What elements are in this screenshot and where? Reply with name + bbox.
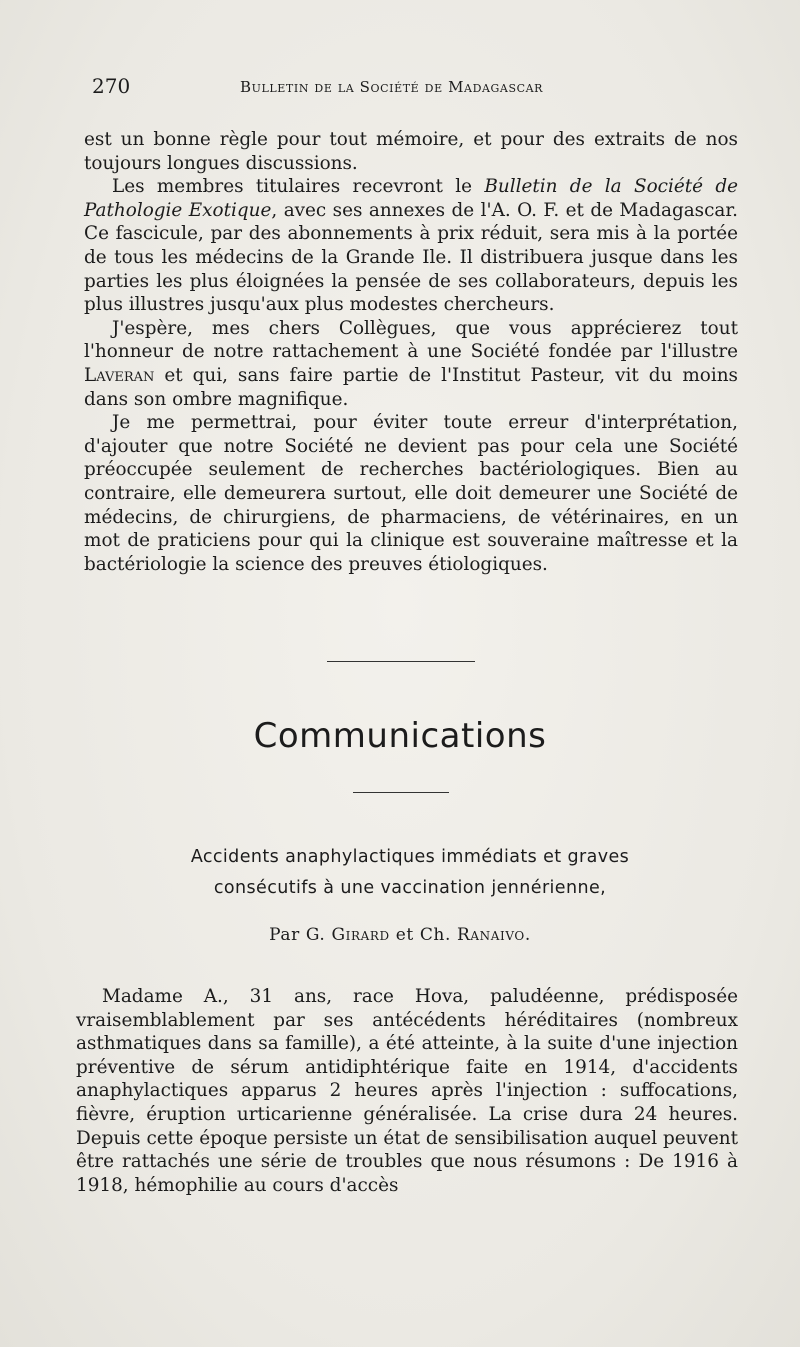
paragraph-3-start: J'espère, mes chers Collègues, que vous apprécierez tout l'honneur de notre rattachement à une Société fondée par l'illustre <box>84 317 738 363</box>
article-title-line-2: consécutifs à une vaccination jennérienne, <box>213 878 607 898</box>
section-divider-bottom <box>353 792 449 793</box>
article-paragraph-1: Madame A., 31 ans, race Hova, paludéenne, prédisposée vraisemblablement par ses antécédents héréditaires (nombreux asthmatiques dans sa famille), a été atteinte, à la suite d'une injection préventive de sérum antidiphtérique faite en 1914, d'accidents anaphylactiques apparus 2 heures après l'injection : suffocations, fièvre, éruption urticarienne généralisée. La crise dura 24 heures. Depuis cette époque persiste un état de sensibilisation auquel peuvent être rattachés une série de troubles que nous résumons : De 1916 à 1918, hémophilie au cours d'accès <box>76 986 738 1196</box>
article-byline <box>0 925 800 945</box>
paragraph-3-end: et qui, sans faire partie de l'Institut Pasteur, vit du moins dans son ombre magnifique. <box>84 364 738 410</box>
author-girard: Girard <box>331 925 390 945</box>
paragraph-2 <box>84 175 738 317</box>
section-divider-top <box>327 661 475 662</box>
article-title-line-1: Accidents anaphylactiques immédiats et graves <box>190 847 630 867</box>
continued-text <box>84 128 738 576</box>
page-number: 270 <box>92 74 131 98</box>
laveran-name: Laveran <box>84 364 155 386</box>
byline-prefix: Par G. <box>269 925 332 945</box>
paragraph-1: est un bonne règle pour tout mémoire, et pour des extraits de nos toujours longues discussions. <box>84 129 738 174</box>
byline-end: . <box>524 925 531 945</box>
paragraph-4: Je me permettrai, pour éviter toute erreur d'interprétation, d'ajouter que notre Société ne devient pas pour cela une Société préoccupée seulement de recherches bactériologiques. Bien au contraire, elle demeurera surtout, elle doit demeurer une Société de médecins, de chirurgiens, de pharmaciens, de vétérinaires, en un mot de praticiens pour qui la clinique est souveraine maîtresse et la bactériologie la science des preuves étiologiques. <box>84 412 738 575</box>
paragraph-3 <box>84 317 738 411</box>
author-ranaivo: Ranaivo <box>456 925 525 945</box>
bulletin-title: Bulletin de la Société de Pathologie Exotique <box>84 176 738 221</box>
paragraph-2-start: Les membres titulaires recevront le <box>112 176 485 198</box>
page-header <box>92 74 742 104</box>
section-heading: Communications <box>253 716 547 756</box>
article-title <box>100 842 720 904</box>
byline-mid: et Ch. <box>389 925 457 945</box>
running-title: Bulletin de la Société de Madagascar <box>240 78 544 96</box>
paragraph-2-end: , avec ses annexes de l'A. O. F. et de Madagascar. Ce fascicule, par des abonnements à prix réduit, sera mis à la portée de tous les médecins de la Grande Ile. Il distribuera jusque dans les parties les plus éloignées la pensée de ses collaborateurs, depuis les plus illustres jusqu'aux plus modestes chercheurs. <box>84 199 738 316</box>
article-body <box>76 985 738 1197</box>
